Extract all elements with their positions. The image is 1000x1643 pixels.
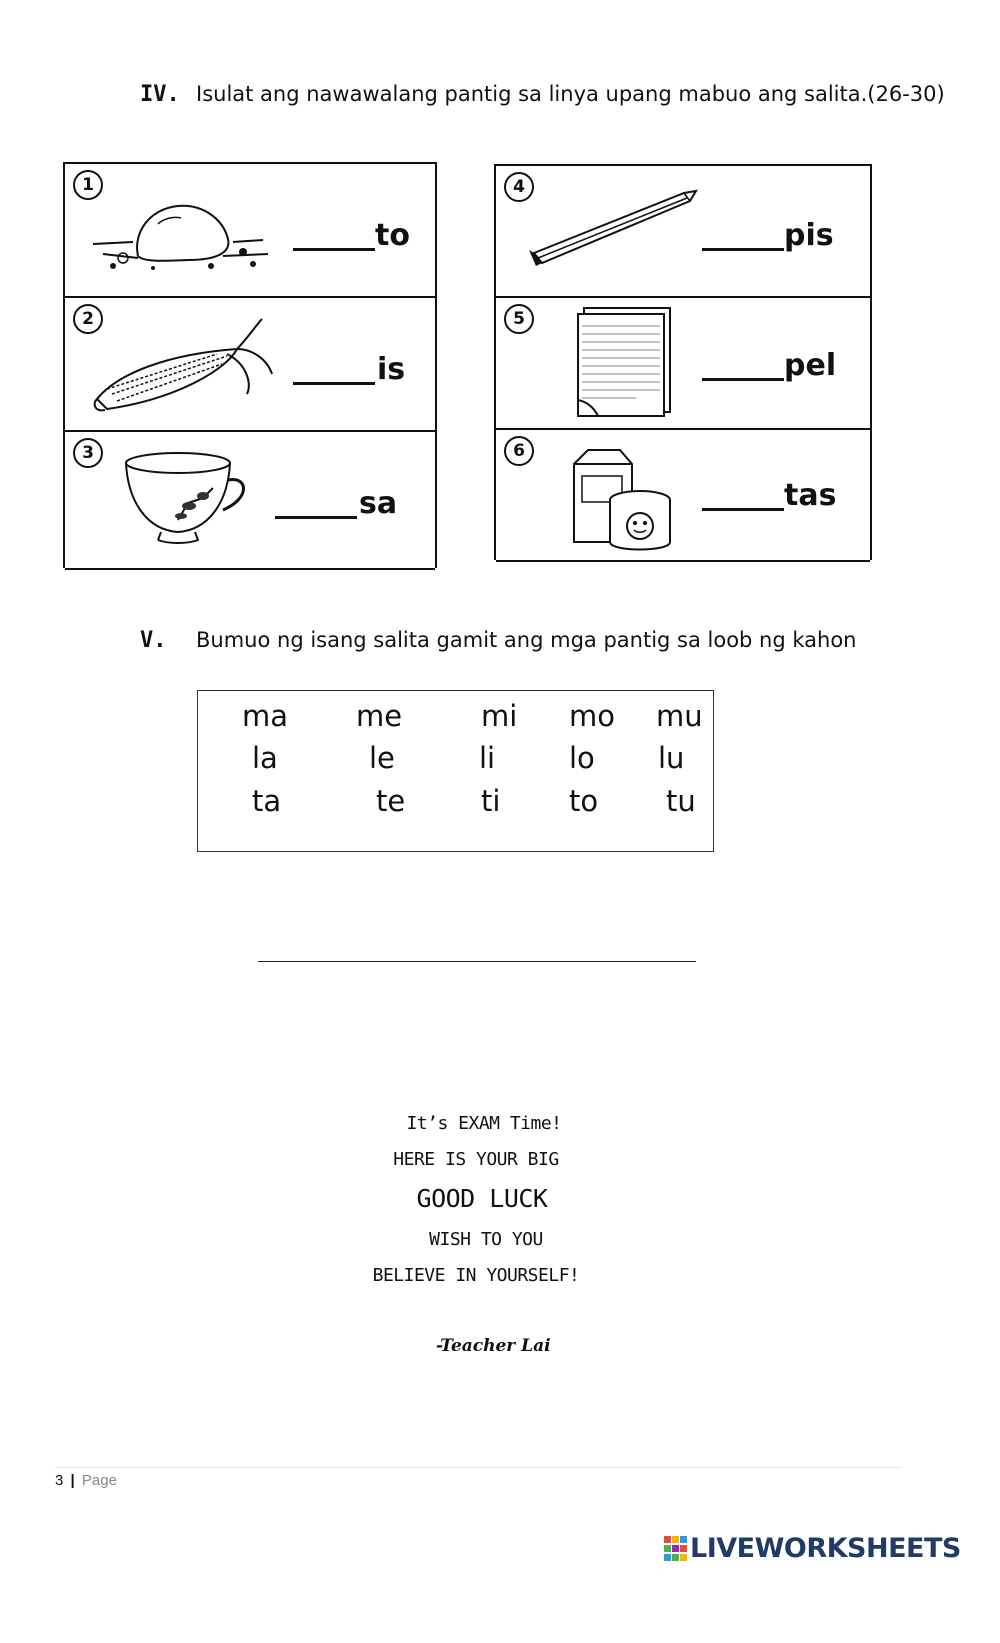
syllable-box — [197, 690, 714, 852]
answer-blank[interactable] — [293, 382, 375, 385]
section-5-number: V. — [140, 628, 167, 653]
page-number: 3 — [55, 1472, 64, 1489]
message-line-1: It’s EXAM Time! — [406, 1113, 562, 1134]
corn-icon — [87, 314, 277, 414]
item-6 — [496, 428, 870, 562]
message-line-3: GOOD LUCK — [416, 1184, 548, 1213]
item-5 — [496, 296, 870, 430]
section-4-number: IV. — [140, 82, 180, 107]
message-line-4: WISH TO YOU — [429, 1229, 543, 1250]
liveworksheets-logo-icon — [664, 1536, 688, 1562]
answer-blank[interactable] — [702, 508, 784, 511]
syllable: lu — [658, 741, 685, 775]
answer-blank[interactable] — [702, 378, 784, 381]
picture-grid-left — [63, 162, 437, 568]
syllable: mu — [656, 699, 703, 733]
word-suffix: pel — [784, 348, 837, 383]
picture-grid-right — [494, 164, 872, 560]
item-1 — [65, 162, 435, 298]
answer-blank[interactable] — [293, 248, 375, 251]
item-3 — [65, 430, 435, 570]
word-suffix: is — [377, 352, 406, 387]
item-number: 4 — [504, 172, 534, 202]
syllable: tu — [666, 784, 696, 818]
word-suffix: tas — [784, 478, 837, 513]
page-footer — [55, 1472, 117, 1489]
rock-icon — [93, 194, 293, 274]
item-2 — [65, 296, 435, 432]
paper-icon — [576, 306, 676, 418]
item-number: 1 — [73, 170, 103, 200]
syllable: ma — [242, 699, 289, 733]
word-suffix: pis — [784, 218, 834, 253]
syllable: to — [569, 784, 599, 818]
item-number: 6 — [504, 436, 534, 466]
answer-blank[interactable] — [702, 248, 784, 251]
item-number: 5 — [504, 304, 534, 334]
message-line-2: HERE IS YOUR BIG — [393, 1149, 559, 1170]
syllable: me — [356, 699, 403, 733]
pencil-icon — [524, 188, 704, 268]
section-5-instruction: Bumuo ng isang salita gamit ang mga pantig sa loob ng kahon — [196, 628, 857, 652]
syllable: le — [369, 741, 395, 775]
section-4-instruction: Isulat ang nawawalang pantig sa linya upang mabuo ang salita.(26-30) — [196, 82, 945, 106]
milk-can-icon — [570, 442, 680, 554]
liveworksheets-brand[interactable] — [664, 1533, 961, 1564]
item-4 — [496, 164, 870, 298]
syllable: mi — [481, 699, 518, 733]
syllable: ti — [481, 784, 501, 818]
answer-blank[interactable] — [275, 516, 357, 519]
item-number: 3 — [73, 438, 103, 468]
footer-divider — [55, 1467, 900, 1468]
syllable: te — [376, 784, 406, 818]
syllable: la — [252, 741, 278, 775]
page-label: Page — [81, 1472, 117, 1489]
message-line-5: BELIEVE IN YOURSELF! — [372, 1265, 580, 1286]
cup-icon — [123, 448, 253, 548]
syllable: lo — [569, 741, 595, 775]
syllable: li — [479, 741, 496, 775]
footer-separator: | — [70, 1472, 75, 1489]
answer-line[interactable] — [258, 961, 696, 962]
word-suffix: sa — [359, 486, 398, 521]
syllable: mo — [569, 699, 615, 733]
word-suffix: to — [375, 218, 410, 253]
syllable: ta — [252, 784, 282, 818]
brand-name: LIVEWORKSHEETS — [690, 1533, 961, 1564]
signature: -Teacher Lai — [436, 1336, 551, 1356]
item-number: 2 — [73, 304, 103, 334]
